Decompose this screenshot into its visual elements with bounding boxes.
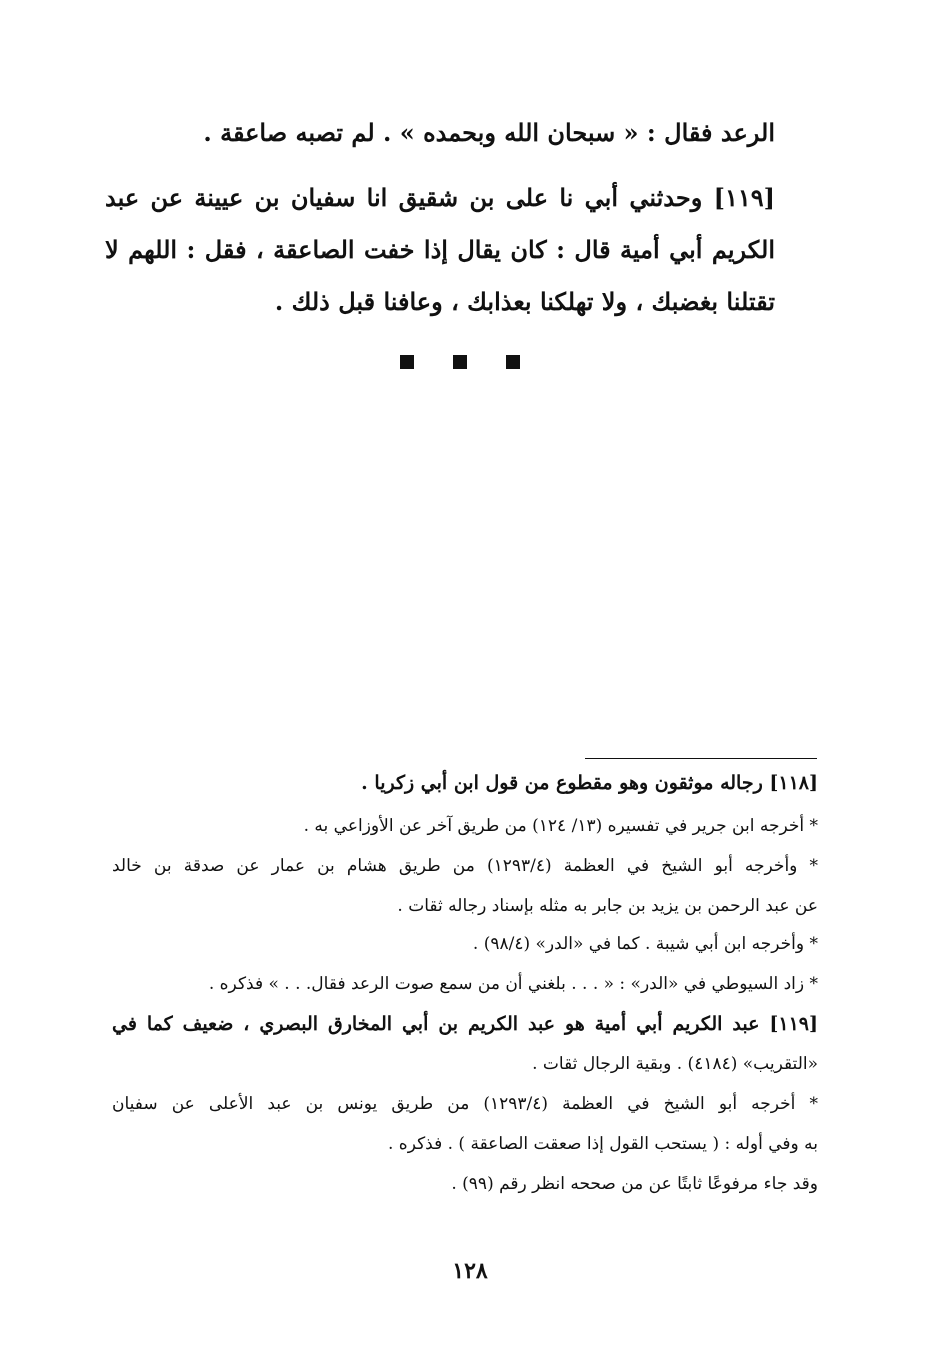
page-number: ١٢٨	[452, 1258, 488, 1284]
footnote-119-line-1: * أخرجه أبو الشيخ في العظمة (١٢٩٣/٤) من طريق يونس بن عبد الأعلى عن سفيان	[112, 1094, 818, 1114]
section-separator	[400, 355, 530, 371]
footnote-119-title-continued: «التقريب» (٤١٨٤) . وبقية الرجال ثقات .	[532, 1054, 818, 1074]
footnote-118-line-4: * وأخرجه ابن أبي شيبة . كما في «الدر» (٩٨/٤) .	[472, 934, 818, 954]
footnote-118-line-5: * زاد السيوطي في «الدر» : « . . . بلغني أن من سمع صوت الرعد فقال. . . » فذكره .	[208, 974, 818, 994]
footnote-118-line-1: * أخرجه ابن جرير في تفسيره (١٣/ ١٢٤) من طريق آخر عن الأوزاعي به .	[303, 816, 818, 836]
footnote-119-title: [١١٩] عبد الكريم أبي أمية هو عبد الكريم بن أبي المخارق البصري ، ضعيف كما في	[112, 1013, 818, 1035]
footnote-divider	[585, 758, 817, 759]
main-text-line-3: الكريم أبي أمية قال : كان يقال إذا خفت الصاعقة ، فقل : اللهم لا	[105, 235, 775, 264]
separator-square	[506, 355, 520, 369]
footnote-118-line-3: عن عبد الرحمن بن يزيد بن جابر به مثله بإسناد رجاله ثقات .	[397, 896, 818, 916]
main-text-line-1: الرعد فقال : « سبحان الله وبحمده » . لم تصبه صاعقة .	[203, 118, 775, 147]
footnote-118-line-2: * وأخرجه أبو الشيخ في العظمة (١٢٩٣/٤) من طريق هشام بن عمار عن صدقة بن خالد	[112, 856, 818, 876]
footnote-118-title: [١١٨] رجاله موثقون وهو مقطوع من قول ابن أبي زكريا .	[361, 772, 818, 794]
main-text-line-2: [١١٩] وحدثني أبي نا على بن شقيق انا سفيان بن عيينة عن عبد	[105, 183, 775, 212]
main-text-line-4: تقتلنا بغضبك ، ولا تهلكنا بعذابك ، وعافنا قبل ذلك .	[274, 287, 775, 316]
separator-square	[400, 355, 414, 369]
footnote-119-line-2: به وفي أوله : ( يستحب القول إذا صعقت الصاعقة ) . فذكره .	[387, 1134, 818, 1154]
footnote-119-line-3: وقد جاء مرفوعًا ثابتًا عن من صححه انظر رقم (٩٩) .	[451, 1174, 818, 1194]
separator-square	[453, 355, 467, 369]
